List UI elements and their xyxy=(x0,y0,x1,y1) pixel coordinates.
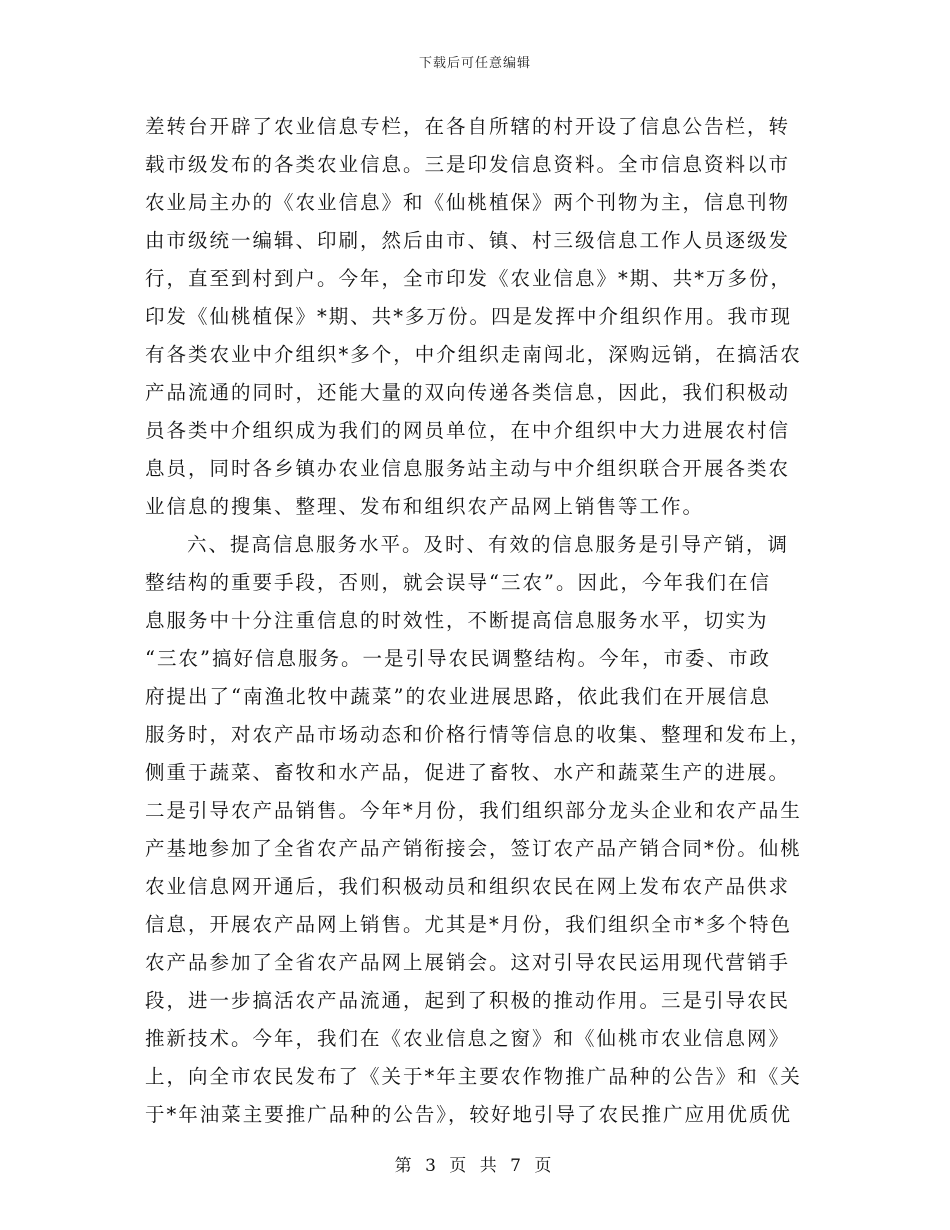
text-line: 推新技术。今年，我们在《农业信息之窗》和《仙桃市农业信息网》 xyxy=(145,1027,791,1050)
text-line: 于*年油菜主要推广品种的公告》，较好地引导了农民推广应用优质优 xyxy=(145,1103,793,1126)
text-line: 业信息的搜集、整理、发布和组织农产品网上销售等工作。 xyxy=(145,495,705,518)
text-line: 有各类农业中介组织*多个，中介组织走南闯北，深购远销，在搞活农 xyxy=(145,343,802,366)
text-line: 差转台开辟了农业信息专栏，在各自所辖的村开设了信息公告栏，转 xyxy=(145,115,791,138)
text-line: 产品流通的同时，还能大量的双向传递各类信息，因此，我们积极动 xyxy=(145,381,791,404)
text-line: 载市级发布的各类农业信息。三是印发信息资料。全市信息资料以市 xyxy=(145,153,791,176)
text-line: 侧重于蔬菜、畜牧和水产品，促进了畜牧、水产和蔬菜生产的进展。 xyxy=(145,761,791,784)
text-line: 服务时，对农产品市场动态和价格行情等信息的收集、整理和发布上， xyxy=(145,723,812,746)
text-line: 信息，开展农产品网上销售。尤其是*月份，我们组织全市*多个特色 xyxy=(145,913,793,936)
text-line: 农业局主办的《农业信息》和《仙桃植保》两个刊物为主，信息刊物 xyxy=(145,191,791,214)
text-line: 府提出了“南渔北牧中蔬菜”的农业进展思路，依此我们在开展信息 xyxy=(145,685,771,708)
text-line: 农产品参加了全省农产品网上展销会。这对引导农民运用现代营销手 xyxy=(145,951,791,974)
text-line: 农业信息网开通后，我们积极动员和组织农民在网上发布农产品供求 xyxy=(145,875,791,898)
text-line: 产基地参加了全省农产品产销衔接会，签订农产品产销合同*份。仙桃 xyxy=(145,837,802,860)
page-header: 下载后可任意编辑 xyxy=(418,56,531,71)
text-line: 印发《仙桃植保》*期、共*多万份。四是发挥中介组织作用。我市现 xyxy=(145,305,793,328)
text-line: 由市级统一编辑、印刷，然后由市、镇、村三级信息工作人员逐级发 xyxy=(145,229,791,252)
text-line: 整结构的重要手段，否则，就会误导“三农”。因此，今年我们在信 xyxy=(145,571,771,594)
text-line: 息服务中十分注重信息的时效性，不断提高信息服务水平，切实为 xyxy=(145,609,769,632)
text-line: 二是引导农产品销售。今年*月份，我们组织部分龙头企业和农产品生 xyxy=(145,799,802,822)
text-line: 行，直至到村到户。今年，全市印发《农业信息》*期、共*万多份， xyxy=(145,267,793,290)
document-body xyxy=(145,108,812,1134)
page-number-footer: 第 3 页 共 7 页 xyxy=(394,1156,556,1176)
text-line: 段，进一步搞活农产品流通，起到了积极的推动作用。三是引导农民 xyxy=(145,989,791,1012)
text-line: 息员，同时各乡镇办农业信息服务站主动与中介组织联合开展各类农 xyxy=(145,457,791,480)
text-line: 上，向全市农民发布了《关于*年主要农作物推广品种的公告》和《关 xyxy=(145,1065,802,1088)
paragraph-start-line: 六、提高信息服务水平。及时、有效的信息服务是引导产销，调 xyxy=(187,533,790,556)
text-line: “三农”搞好信息服务。一是引导农民调整结构。今年，市委、市政 xyxy=(145,647,771,670)
text-line: 员各类中介组织成为我们的网员单位，在中介组织中大力进展农村信 xyxy=(145,419,791,442)
